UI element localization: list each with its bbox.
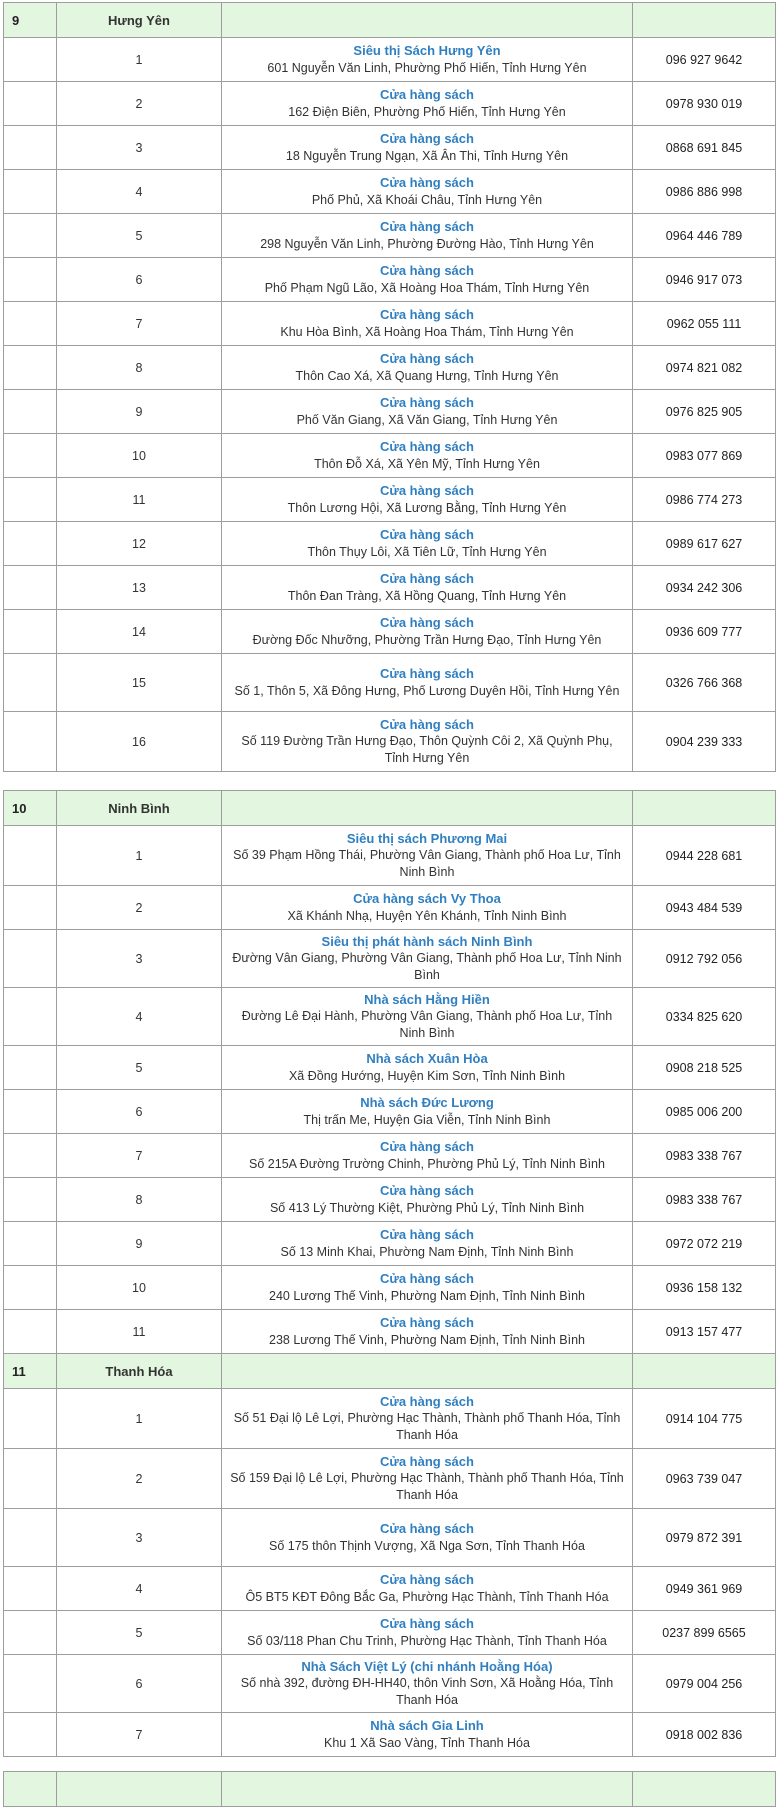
store-address: Thôn Cao Xá, Xã Quang Hưng, Tỉnh Hưng Yên (295, 368, 559, 383)
store-name: Cửa hàng sách (380, 263, 474, 278)
store-row (4, 610, 776, 654)
store-row (4, 258, 776, 302)
store-phone: 0934 242 306 (633, 566, 776, 610)
empty-cell (4, 434, 57, 478)
empty-cell (4, 886, 57, 930)
store-info-cell (222, 1449, 633, 1509)
table-body (4, 3, 776, 772)
store-name: Nhà sách Xuân Hòa (366, 1051, 488, 1066)
store-index: 7 (57, 302, 222, 346)
store-address: Xã Đồng Hướng, Huyện Kim Sơn, Tỉnh Ninh Bình (288, 1068, 566, 1083)
store-name: Siêu thị phát hành sách Ninh Bình (321, 933, 533, 949)
store-phone: 0914 104 775 (633, 1389, 776, 1449)
store-row (4, 1567, 776, 1611)
empty-cell (4, 214, 57, 258)
store-name: Nhà Sách Việt Lý (chi nhánh Hoằng Hóa) (301, 1658, 553, 1674)
store-phone: 0964 446 789 (633, 214, 776, 258)
empty-cell (4, 1611, 57, 1655)
province-name: Thanh Hóa (57, 1354, 222, 1389)
empty-cell (4, 1389, 57, 1449)
store-index: 7 (57, 1713, 222, 1757)
empty-cell (4, 82, 57, 126)
store-index: 4 (57, 170, 222, 214)
store-index: 2 (57, 82, 222, 126)
store-index: 16 (57, 712, 222, 772)
store-phone: 0972 072 219 (633, 1222, 776, 1266)
store-name: Siêu thị sách Phương Mai (346, 830, 508, 846)
store-index: 3 (57, 930, 222, 988)
empty-cell (4, 1134, 57, 1178)
store-info-cell (222, 1310, 633, 1354)
store-index: 3 (57, 1509, 222, 1567)
store-name: Siêu thị Sách Hưng Yên (353, 43, 501, 58)
empty-cell (4, 1222, 57, 1266)
store-info-cell (222, 1090, 633, 1134)
province-name (57, 1772, 222, 1807)
store-index: 15 (57, 654, 222, 712)
store-name: Cửa hàng sách (380, 1393, 474, 1409)
store-phone: 0936 158 132 (633, 1266, 776, 1310)
store-phone: 0326 766 368 (633, 654, 776, 712)
store-phone: 0979 004 256 (633, 1655, 776, 1713)
store-index: 6 (57, 258, 222, 302)
store-index: 5 (57, 1611, 222, 1655)
empty-cell (4, 566, 57, 610)
store-address: Số 215A Đường Trường Chinh, Phường Phủ Lý, Tỉnh Ninh Bình (249, 1156, 605, 1171)
store-index: 14 (57, 610, 222, 654)
store-phone: 0334 825 620 (633, 988, 776, 1046)
store-row (4, 82, 776, 126)
store-row (4, 38, 776, 82)
store-phone: 0978 930 019 (633, 82, 776, 126)
store-row (4, 1449, 776, 1509)
section-header-row (4, 3, 776, 38)
province-table-hung-yen (3, 2, 776, 772)
store-info-cell (222, 826, 633, 886)
empty-cell (4, 390, 57, 434)
store-index: 5 (57, 214, 222, 258)
header-empty-cell (633, 791, 776, 826)
store-address: Thôn Thụy Lôi, Xã Tiên Lữ, Tỉnh Hưng Yên (307, 544, 547, 559)
store-phone: 0989 617 627 (633, 522, 776, 566)
store-name: Cửa hàng sách (380, 666, 474, 681)
store-index: 2 (57, 886, 222, 930)
empty-cell (4, 478, 57, 522)
empty-cell (4, 1266, 57, 1310)
section-number: 9 (4, 3, 57, 38)
store-address: 240 Lương Thế Vinh, Phường Nam Định, Tỉnh Ninh Bình (269, 1288, 585, 1303)
store-address: Khu Hòa Bình, Xã Hoàng Hoa Thám, Tỉnh Hưng Yên (280, 324, 574, 339)
store-phone: 0983 338 767 (633, 1134, 776, 1178)
empty-cell (4, 1567, 57, 1611)
store-info-cell (222, 1046, 633, 1090)
store-name: Cửa hàng sách (380, 395, 474, 410)
store-index: 9 (57, 1222, 222, 1266)
province-table-ninh-binh-thanh-hoa (3, 790, 776, 1757)
store-row (4, 1509, 776, 1567)
store-index: 5 (57, 1046, 222, 1090)
store-phone: 0976 825 905 (633, 390, 776, 434)
store-index: 13 (57, 566, 222, 610)
store-row (4, 1389, 776, 1449)
store-row (4, 390, 776, 434)
store-info-cell (222, 1611, 633, 1655)
store-name: Cửa hàng sách (380, 571, 474, 586)
store-row (4, 566, 776, 610)
store-address: Phố Phạm Ngũ Lão, Xã Hoàng Hoa Thám, Tỉnh Hưng Yên (264, 280, 590, 295)
store-row (4, 1713, 776, 1757)
store-info-cell (222, 1134, 633, 1178)
store-name: Cửa hàng sách Vy Thoa (353, 891, 501, 906)
empty-cell (4, 1046, 57, 1090)
store-index: 8 (57, 346, 222, 390)
empty-cell (4, 1655, 57, 1713)
empty-cell (4, 988, 57, 1046)
section-header-row (4, 1772, 776, 1807)
section-number: 11 (4, 1354, 57, 1389)
store-row (4, 126, 776, 170)
store-address: Số 39 Phạm Hồng Thái, Phường Vân Giang, Thành phố Hoa Lư, Tỉnh Ninh Bình (233, 848, 621, 879)
store-index: 4 (57, 1567, 222, 1611)
header-empty-cell (633, 1772, 776, 1807)
store-name: Cửa hàng sách (380, 1227, 474, 1242)
store-info-cell (222, 1389, 633, 1449)
header-empty-cell (633, 3, 776, 38)
store-address: Số nhà 392, đường ĐH-HH40, thôn Vinh Sơn, Xã Hoằng Hóa, Tỉnh Thanh Hóa (240, 1676, 614, 1707)
store-name: Cửa hàng sách (380, 351, 474, 366)
empty-cell (4, 1310, 57, 1354)
store-row (4, 1310, 776, 1354)
store-address: Đường Vân Giang, Phường Vân Giang, Thành phố Hoa Lư, Tỉnh Ninh Bình (232, 951, 622, 982)
store-row (4, 1178, 776, 1222)
store-info-cell (222, 522, 633, 566)
store-info-cell (222, 1713, 633, 1757)
store-row (4, 826, 776, 886)
table-body (4, 791, 776, 1757)
store-phone: 0936 609 777 (633, 610, 776, 654)
store-index: 10 (57, 434, 222, 478)
store-info-cell (222, 988, 633, 1046)
store-info-cell (222, 1655, 633, 1713)
store-index: 1 (57, 1389, 222, 1449)
store-phone: 0904 239 333 (633, 712, 776, 772)
store-address: Xã Khánh Nhạ, Huyện Yên Khánh, Tỉnh Ninh Bình (287, 908, 567, 923)
store-name: Cửa hàng sách (380, 131, 474, 146)
empty-cell (4, 610, 57, 654)
store-info-cell (222, 930, 633, 988)
store-address: Số 1, Thôn 5, Xã Đông Hưng, Phố Lương Duyên Hồi, Tỉnh Hưng Yên (234, 683, 620, 698)
store-address: 18 Nguyễn Trung Ngạn, Xã Ân Thi, Tỉnh Hưng Yên (285, 148, 569, 163)
store-name: Cửa hàng sách (380, 527, 474, 542)
store-phone: 096 927 9642 (633, 38, 776, 82)
store-row (4, 1046, 776, 1090)
empty-cell (4, 1090, 57, 1134)
store-phone: 0943 484 539 (633, 886, 776, 930)
store-row (4, 1655, 776, 1713)
store-name: Cửa hàng sách (380, 716, 474, 732)
store-name: Nhà sách Đức Lương (360, 1095, 494, 1110)
store-phone: 0985 006 200 (633, 1090, 776, 1134)
empty-cell (4, 258, 57, 302)
store-name: Cửa hàng sách (380, 307, 474, 322)
store-info-cell (222, 1178, 633, 1222)
store-name: Nhà sách Hằng Hiền (364, 991, 490, 1007)
store-address: Thôn Đỗ Xá, Xã Yên Mỹ, Tỉnh Hưng Yên (314, 456, 540, 471)
empty-cell (4, 930, 57, 988)
store-address: 601 Nguyễn Văn Linh, Phường Phố Hiến, Tỉnh Hưng Yên (267, 60, 587, 75)
store-index: 1 (57, 38, 222, 82)
store-phone: 0946 917 073 (633, 258, 776, 302)
store-name: Cửa hàng sách (380, 219, 474, 234)
empty-cell (4, 1449, 57, 1509)
store-name: Cửa hàng sách (380, 1453, 474, 1469)
store-row (4, 1090, 776, 1134)
store-index: 8 (57, 1178, 222, 1222)
store-name: Cửa hàng sách (380, 87, 474, 102)
store-phone: 0986 886 998 (633, 170, 776, 214)
section-number: 10 (4, 791, 57, 826)
province-name: Ninh Bình (57, 791, 222, 826)
store-phone: 0908 218 525 (633, 1046, 776, 1090)
store-info-cell (222, 1509, 633, 1567)
empty-cell (4, 712, 57, 772)
store-name: Cửa hàng sách (380, 1271, 474, 1286)
section-number (4, 1772, 57, 1807)
store-row (4, 1134, 776, 1178)
store-index: 11 (57, 1310, 222, 1354)
store-row (4, 346, 776, 390)
empty-cell (4, 302, 57, 346)
store-name: Cửa hàng sách (380, 1183, 474, 1198)
store-info-cell (222, 302, 633, 346)
store-address: Số 413 Lý Thường Kiệt, Phường Phủ Lý, Tỉnh Ninh Bình (269, 1200, 585, 1215)
next-province-table (3, 1771, 776, 1807)
store-info-cell (222, 258, 633, 302)
header-empty-cell (222, 1772, 633, 1807)
store-info-cell (222, 654, 633, 712)
empty-cell (4, 346, 57, 390)
store-info-cell (222, 126, 633, 170)
store-phone: 0237 899 6565 (633, 1611, 776, 1655)
store-row (4, 654, 776, 712)
store-phone: 0868 691 845 (633, 126, 776, 170)
store-row (4, 712, 776, 772)
store-row (4, 478, 776, 522)
empty-cell (4, 654, 57, 712)
store-index: 1 (57, 826, 222, 886)
store-phone: 0963 739 047 (633, 1449, 776, 1509)
store-index: 6 (57, 1090, 222, 1134)
store-name: Cửa hàng sách (380, 439, 474, 454)
store-info-cell (222, 1266, 633, 1310)
store-info-cell (222, 478, 633, 522)
store-address: Thôn Đan Tràng, Xã Hồng Quang, Tỉnh Hưng Yên (287, 588, 567, 603)
store-address: Thị trấn Me, Huyện Gia Viễn, Tỉnh Ninh Bình (303, 1112, 551, 1127)
store-phone: 0912 792 056 (633, 930, 776, 988)
store-info-cell (222, 38, 633, 82)
store-address: Số 03/118 Phan Chu Trinh, Phường Hạc Thành, Tỉnh Thanh Hóa (247, 1633, 607, 1648)
store-address: Khu 1 Xã Sao Vàng, Tỉnh Thanh Hóa (324, 1735, 530, 1750)
store-address: Đường Đốc Nhưỡng, Phường Trần Hưng Đạo, Tỉnh Hưng Yên (252, 632, 602, 647)
store-name: Cửa hàng sách (380, 175, 474, 190)
store-index: 6 (57, 1655, 222, 1713)
store-row (4, 1222, 776, 1266)
store-name: Cửa hàng sách (380, 1616, 474, 1631)
empty-cell (4, 38, 57, 82)
store-index: 2 (57, 1449, 222, 1509)
store-info-cell (222, 214, 633, 258)
store-index: 10 (57, 1266, 222, 1310)
header-empty-cell (222, 1354, 633, 1389)
store-address: Số 51 Đại lộ Lê Lợi, Phường Hạc Thành, Thành phố Thanh Hóa, Tỉnh Thanh Hóa (233, 1411, 621, 1442)
store-info-cell (222, 1567, 633, 1611)
store-name: Cửa hàng sách (380, 1315, 474, 1330)
header-empty-cell (222, 791, 633, 826)
empty-cell (4, 1178, 57, 1222)
store-name: Nhà sách Gia Linh (370, 1718, 484, 1733)
store-phone: 0986 774 273 (633, 478, 776, 522)
store-row (4, 214, 776, 258)
store-address: Thôn Lương Hội, Xã Lương Bằng, Tỉnh Hưng Yên (287, 500, 567, 515)
store-phone: 0974 821 082 (633, 346, 776, 390)
store-info-cell (222, 346, 633, 390)
store-index: 9 (57, 390, 222, 434)
store-index: 3 (57, 126, 222, 170)
empty-cell (4, 522, 57, 566)
store-phone: 0979 872 391 (633, 1509, 776, 1567)
store-info-cell (222, 1222, 633, 1266)
store-name: Cửa hàng sách (380, 1572, 474, 1587)
store-info-cell (222, 610, 633, 654)
empty-cell (4, 126, 57, 170)
store-info-cell (222, 390, 633, 434)
store-info-cell (222, 170, 633, 214)
store-phone: 0918 002 836 (633, 1713, 776, 1757)
store-row (4, 170, 776, 214)
store-phone: 0983 338 767 (633, 1178, 776, 1222)
store-address: 162 Điện Biên, Phường Phố Hiến, Tỉnh Hưng Yên (288, 104, 566, 119)
store-phone: 0944 228 681 (633, 826, 776, 886)
store-row (4, 1266, 776, 1310)
store-address: Đường Lê Đại Hành, Phường Vân Giang, Thành phố Hoa Lư, Tỉnh Ninh Bình (241, 1009, 613, 1040)
province-name: Hưng Yên (57, 3, 222, 38)
store-name: Cửa hàng sách (380, 1521, 474, 1536)
section-header-row (4, 1354, 776, 1389)
store-name: Cửa hàng sách (380, 1139, 474, 1154)
store-address: Số 119 Đường Trần Hưng Đạo, Thôn Quỳnh Côi 2, Xã Quỳnh Phụ, Tỉnh Hưng Yên (241, 734, 613, 765)
store-row (4, 302, 776, 346)
store-index: 11 (57, 478, 222, 522)
store-row (4, 522, 776, 566)
store-info-cell (222, 712, 633, 772)
store-address: Số 13 Minh Khai, Phường Nam Định, Tỉnh Ninh Bình (280, 1244, 574, 1259)
store-name: Cửa hàng sách (380, 615, 474, 630)
store-phone: 0983 077 869 (633, 434, 776, 478)
store-index: 4 (57, 988, 222, 1046)
store-info-cell (222, 434, 633, 478)
store-address: Số 159 Đại lộ Lê Lợi, Phường Hạc Thành, Thành phố Thanh Hóa, Tỉnh Thanh Hóa (230, 1471, 624, 1502)
store-phone: 0913 157 477 (633, 1310, 776, 1354)
empty-cell (4, 826, 57, 886)
store-row (4, 930, 776, 988)
header-empty-cell (633, 1354, 776, 1389)
store-row (4, 434, 776, 478)
store-address: Phố Văn Giang, Xã Văn Giang, Tỉnh Hưng Yên (296, 412, 558, 427)
store-address: Số 175 thôn Thịnh Vượng, Xã Nga Sơn, Tỉnh Thanh Hóa (269, 1538, 585, 1553)
store-phone: 0949 361 969 (633, 1567, 776, 1611)
empty-cell (4, 1713, 57, 1757)
store-address: Ô5 BT5 KĐT Đông Bắc Ga, Phường Hạc Thành, Tỉnh Thanh Hóa (245, 1589, 609, 1604)
store-index: 7 (57, 1134, 222, 1178)
store-row (4, 988, 776, 1046)
empty-cell (4, 170, 57, 214)
store-info-cell (222, 82, 633, 126)
section-header-row (4, 791, 776, 826)
store-info-cell (222, 566, 633, 610)
store-row (4, 886, 776, 930)
header-empty-cell (222, 3, 633, 38)
store-phone: 0962 055 111 (633, 302, 776, 346)
empty-cell (4, 1509, 57, 1567)
store-info-cell (222, 886, 633, 930)
store-address: 298 Nguyễn Văn Linh, Phường Đường Hào, Tỉnh Hưng Yên (260, 236, 594, 251)
store-row (4, 1611, 776, 1655)
store-name: Cửa hàng sách (380, 483, 474, 498)
store-address: 238 Lương Thế Vinh, Phường Nam Định, Tỉnh Ninh Bình (269, 1332, 585, 1347)
store-index: 12 (57, 522, 222, 566)
store-address: Phố Phủ, Xã Khoái Châu, Tỉnh Hưng Yên (311, 192, 543, 207)
